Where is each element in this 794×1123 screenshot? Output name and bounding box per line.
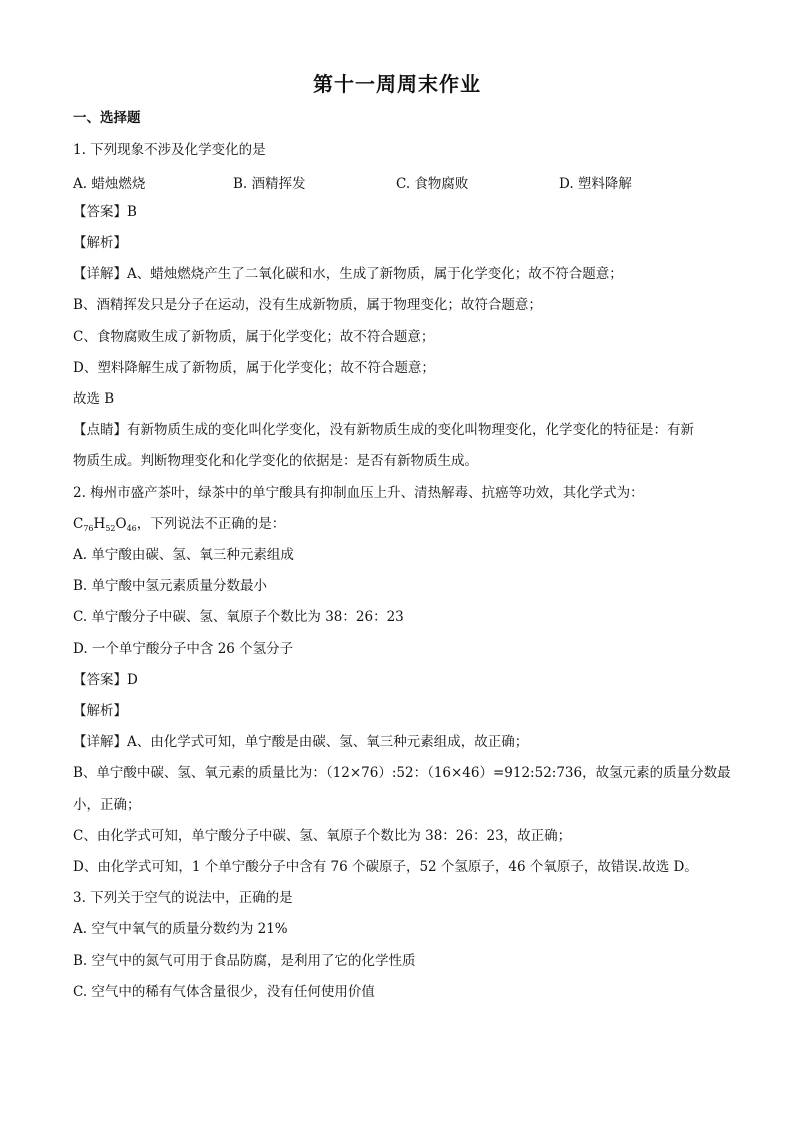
q1-detail-1: 【详解】A、蜡烛燃烧产生了二氧化碳和水，生成了新物质，属于化学变化；故不符合题意； <box>73 266 623 282</box>
q1-option-c: C. 食物腐败 <box>396 176 469 192</box>
q2-option-d: D. 一个单宁酸分子中含 26 个氢分子 <box>73 641 294 657</box>
q2-answer: 【答案】D <box>73 672 138 688</box>
q2-detail-2a: B、单宁酸中碳、氢、氧元素的质量比为：（12×76）:52：（16×46）=912:52:736，故氢元素的质量分数最 <box>73 765 731 781</box>
q2-stem-2-line <box>73 515 285 538</box>
q1-option-d: D. 塑料降解 <box>559 176 632 192</box>
chemical-formula: $C_{76}H_{52}O_{46}$ <box>73 516 137 533</box>
q1-detail-2: B、酒精挥发只是分子在运动，没有生成新物质，属于物理变化；故符合题意； <box>73 297 542 313</box>
q2-detail-1: 【详解】A、由化学式可知，单宁酸是由碳、氢、氧三种元素组成，故正确； <box>73 734 529 750</box>
q2-detail-2b: 小，正确； <box>73 797 141 813</box>
q2-stem-1: 2. 梅州市盛产茶叶，绿茶中的单宁酸具有抑制血压上升、清热解毒、抗癌等功效，其化学式为： <box>73 485 644 501</box>
q1-option-a: A. 蜡烛燃烧 <box>73 176 146 192</box>
q2-stem-2: ，下列说法不正确的是： <box>136 516 286 532</box>
q2-detail-3: C、由化学式可知，单宁酸分子中碳、氢、氧原子个数比为 38：26：23，故正确； <box>73 828 572 844</box>
q1-detail-4: D、塑料降解生成了新物质，属于化学变化；故不符合题意； <box>73 360 435 376</box>
section-heading: 一、选择题 <box>73 110 141 126</box>
q1-detail-3: C、食物腐败生成了新物质，属于化学变化；故不符合题意； <box>73 329 435 345</box>
q1-stem: 1. 下列现象不涉及化学变化的是 <box>73 142 266 158</box>
q1-comment-1: 【点睛】有新物质生成的变化叫化学变化，没有新物质生成的变化叫物理变化，化学变化的特征是：有新 <box>73 422 694 438</box>
q3-option-b: B. 空气中的氮气可用于食品防腐，是利用了它的化学性质 <box>73 953 416 969</box>
q2-option-b: B. 单宁酸中氢元素质量分数最小 <box>73 578 268 594</box>
q1-comment-2: 物质生成。判断物理变化和化学变化的依据是：是否有新物质生成。 <box>73 453 478 469</box>
q3-option-c: C. 空气中的稀有气体含量很少，没有任何使用价值 <box>73 984 375 1000</box>
q1-conclusion: 故选 B <box>73 391 115 407</box>
q2-option-c: C. 单宁酸分子中碳、氢、氧原子个数比为 38：26：23 <box>73 609 404 625</box>
q3-stem: 3. 下列关于空气的说法中，正确的是 <box>73 890 293 906</box>
q1-analysis-label: 【解析】 <box>73 235 127 251</box>
q3-option-a: A. 空气中氧气的质量分数约为 21% <box>73 921 288 937</box>
q2-option-a: A. 单宁酸由碳、氢、氧三种元素组成 <box>73 547 294 563</box>
page-title: 第十一周周末作业 <box>313 72 481 96</box>
q2-detail-4: D、由化学式可知，1 个单宁酸分子中含有 76 个碳原子，52 个氢原子，46 个氧原子，故错误.故选 D。 <box>73 859 698 875</box>
q1-option-b: B. 酒精挥发 <box>233 176 306 192</box>
q1-answer: 【答案】B <box>73 204 137 220</box>
q1-options <box>73 172 733 190</box>
q2-analysis-label: 【解析】 <box>73 703 127 719</box>
